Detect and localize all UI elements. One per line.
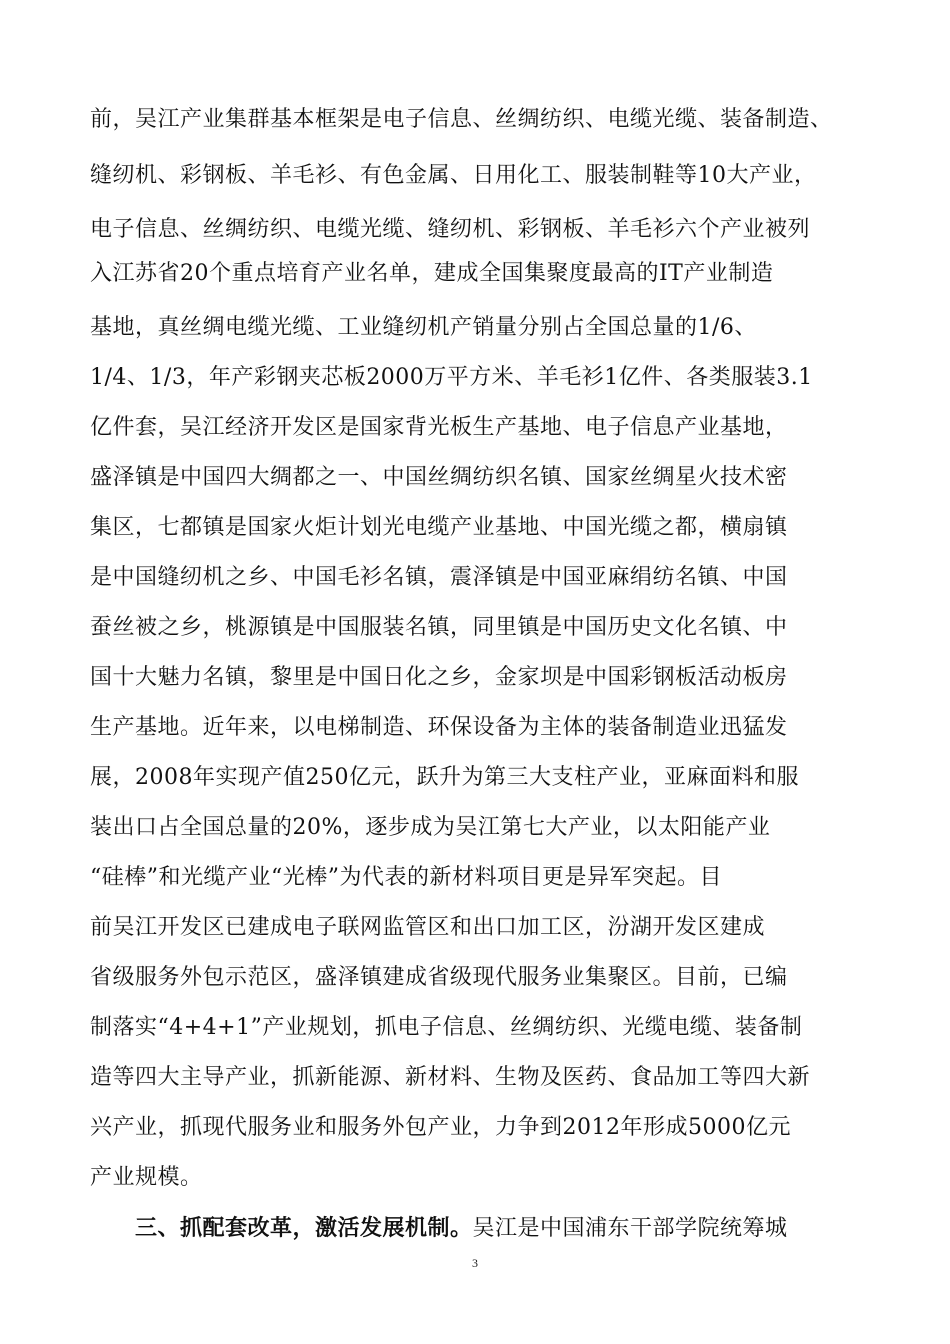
page-number: 3 xyxy=(472,1256,478,1270)
paragraph-line: 亿件套，吴江经济开发区是国家背光板生产基地、电子信息产业基地， xyxy=(90,415,788,440)
paragraph-line: 入江苏省20个重点培育产业名单，建成全国集聚度最高的IT产业制造 xyxy=(90,261,774,286)
paragraph-line: 造等四大主导产业，抓新能源、新材料、生物及医药、食品加工等四大新 xyxy=(90,1065,811,1090)
paragraph-line: 集区，七都镇是国家火炬计划光电缆产业基地、中国光缆之都，横扇镇 xyxy=(90,515,788,540)
paragraph-line: 国十大魅力名镇，黎里是中国日化之乡，金家坝是中国彩钢板活动板房 xyxy=(90,665,788,690)
paragraph-line: 生产基地。近年来，以电梯制造、环保设备为主体的装备制造业迅猛发 xyxy=(90,715,788,740)
paragraph-line: “硅棒”和光缆产业“光棒”为代表的新材料项目更是异军突起。目 xyxy=(90,865,722,890)
paragraph-line: 前，吴江产业集群基本框架是电子信息、丝绸纺织、电缆光缆、装备制造、 xyxy=(90,107,833,132)
paragraph-line: 电子信息、丝绸纺织、电缆光缆、缝纫机、彩钢板、羊毛衫六个产业被列 xyxy=(90,217,811,242)
paragraph-line: 制落实“4+4+1”产业规划，抓电子信息、丝绸纺织、光缆电缆、装备制 xyxy=(90,1015,803,1040)
paragraph-line: 1/4、1/3，年产彩钢夹芯板2000万平方米、羊毛衫1亿件、各类服装3.1 xyxy=(90,365,813,390)
paragraph-line: 基地，真丝绸电缆光缆、工业缝纫机产销量分别占全国总量的1/6、 xyxy=(90,315,757,340)
section-heading: 三、抓配套改革，激活发展机制。 xyxy=(135,1215,473,1241)
paragraph-line: 省级服务外包示范区，盛泽镇建成省级现代服务业集聚区。目前，已编 xyxy=(90,965,788,990)
paragraph-line: 盛泽镇是中国四大绸都之一、中国丝绸纺织名镇、国家丝绸星火技术密 xyxy=(90,465,788,490)
paragraph-line: 装出口占全国总量的20%，逐步成为吴江第七大产业，以太阳能产业 xyxy=(90,815,771,840)
paragraph-line: 展，2008年实现产值250亿元，跃升为第三大支柱产业，亚麻面料和服 xyxy=(90,765,799,790)
section-paragraph-start xyxy=(135,1214,865,1243)
paragraph-line: 是中国缝纫机之乡、中国毛衫名镇，震泽镇是中国亚麻绢纺名镇、中国 xyxy=(90,565,788,590)
paragraph-line: 产业规模。 xyxy=(90,1165,203,1190)
paragraph-line: 兴产业，抓现代服务业和服务外包产业，力争到2012年形成5000亿元 xyxy=(90,1115,791,1140)
paragraph-line: 蚕丝被之乡，桃源镇是中国服装名镇，同里镇是中国历史文化名镇、中 xyxy=(90,615,788,640)
paragraph-line: 缝纫机、彩钢板、羊毛衫、有色金属、日用化工、服装制鞋等10大产业， xyxy=(90,163,817,188)
section-text: 吴江是中国浦东干部学院统筹城 xyxy=(472,1216,788,1241)
paragraph-line: 前吴江开发区已建成电子联网监管区和出口加工区，汾湖开发区建成 xyxy=(90,915,766,940)
